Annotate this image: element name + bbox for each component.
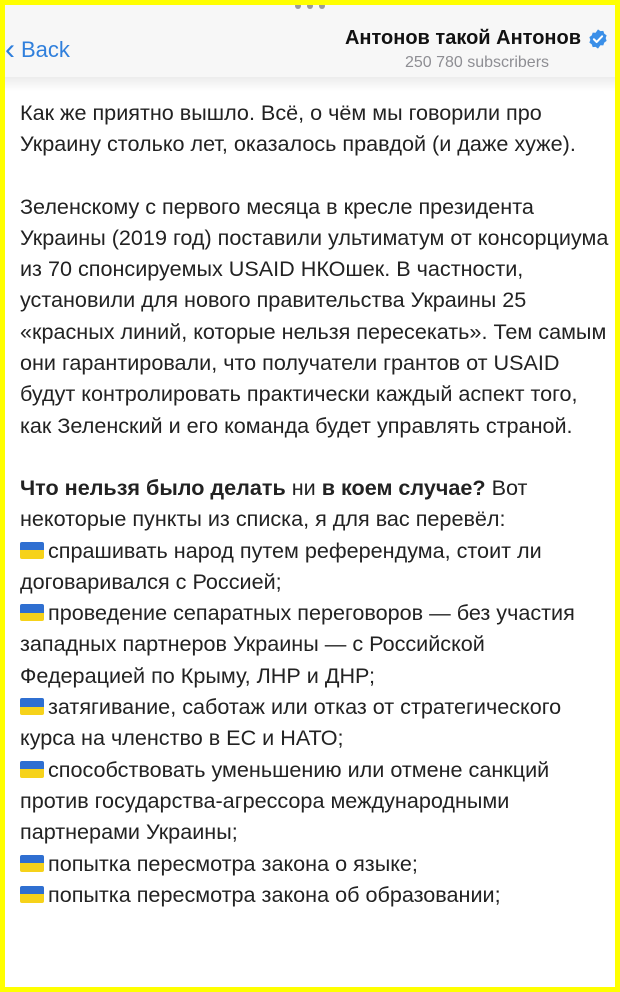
- verified-badge-icon: [587, 28, 609, 50]
- post-body: Зеленскому с первого месяца в кресле президента Украины (2019 год) поставили ультиматум от консорциума из 70 спонсируемых USAID НКОшек. В частности, установили для нового правительства Украины 25 «красных линий, которые нельзя пересекать». Тем самым они гарантировали, что получатели грантов от USAID будут контролировать практически каждый аспект того, как Зеленский и его команда будет управлять страной.: [20, 193, 609, 438]
- ukraine-flag-icon: [20, 604, 44, 621]
- ukraine-flag-icon: [20, 761, 44, 778]
- channel-name: Антонов такой Антонов: [344, 27, 581, 49]
- drag-handle[interactable]: [295, 5, 325, 9]
- question-intro: Что нельзя было делать ни в коем случае? Вот некоторые пункты из списка, я для вас перевёл:: [20, 474, 528, 532]
- list-item: проведение сепаратных переговоров — без участия западных партнеров Украины — с Российской Федерацией по Крыму, ЛНР и ДНР;: [20, 600, 575, 688]
- list-item: спрашивать народ путем референдума, стоит ли договаривался с Россией;: [20, 537, 542, 594]
- ukraine-flag-icon: [20, 698, 44, 715]
- list-item: попытка пересмотра закона о языке;: [20, 848, 611, 879]
- list-item: попытка пересмотра закона об образовании;: [20, 879, 611, 910]
- channel-info[interactable]: [345, 27, 609, 72]
- list-item: затягивание, саботаж или отказ от стратегического курса на членство в ЕС и НАТО;: [20, 694, 562, 751]
- post-text: [20, 97, 611, 910]
- back-label: Back: [21, 37, 70, 62]
- chevron-left-icon: ‹: [5, 33, 15, 66]
- ukraine-flag-icon: [20, 542, 44, 559]
- post-list-section: [20, 472, 611, 910]
- ukraine-flag-icon: [20, 886, 44, 903]
- pinned-message-strip: [5, 77, 615, 91]
- screen: [5, 5, 615, 987]
- subscriber-count: 250 780 subscribers: [404, 54, 550, 71]
- back-button[interactable]: [5, 35, 70, 65]
- post-intro: Как же приятно вышло. Всё, о чём мы говорили про Украину столько лет, оказалось правдой (и даже хуже).: [20, 100, 576, 157]
- list-item: способствовать уменьшению или отмене санкций против государства-агрессора международными партнерами Украины;: [20, 756, 550, 845]
- ukraine-flag-icon: [20, 855, 44, 872]
- channel-header: [5, 5, 615, 87]
